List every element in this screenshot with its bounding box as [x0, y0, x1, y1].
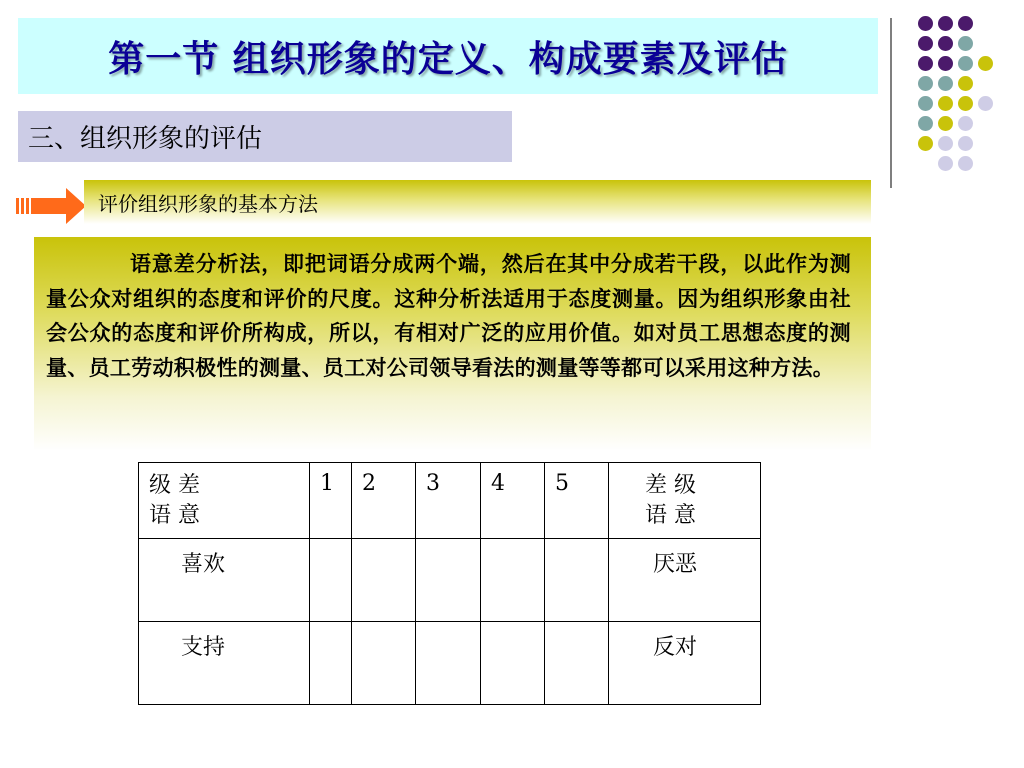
section-heading-box	[18, 111, 512, 162]
rating-cell[interactable]	[416, 622, 481, 705]
dot	[938, 76, 953, 91]
table-row	[139, 622, 761, 705]
table-header-row	[139, 463, 761, 539]
dot	[938, 156, 953, 171]
vertical-divider	[890, 18, 892, 188]
description-paragraph: 语意差分析法，即把词语分成两个端，然后在其中分成若干段，以此作为测量公众对组织的态度和评价的尺度。这种分析法适用于态度测量。因为组织形象由社会公众的态度和评价所构成，所以，有相对广泛的应用价值。如对员工思想态度的测量、员工劳动积极性的测量、员工对公司领导看法的测量等等都可以采用这种方法。	[46, 251, 851, 380]
row-right-label: 厌恶	[653, 552, 698, 577]
dot	[938, 16, 953, 31]
rating-cell[interactable]	[352, 622, 416, 705]
method-heading-bar	[84, 180, 871, 224]
header-left-line2: 语 意	[149, 503, 200, 528]
rating-cell[interactable]	[545, 539, 609, 622]
row-left-word	[139, 539, 310, 622]
rating-cell[interactable]	[352, 539, 416, 622]
title-banner	[18, 18, 878, 94]
rating-cell[interactable]	[310, 539, 352, 622]
dot	[938, 36, 953, 51]
dot	[938, 56, 953, 71]
scale-5: 5	[545, 463, 609, 539]
decorative-dot-grid	[908, 14, 1018, 164]
section-heading: 三、组织形象的评估	[28, 124, 263, 154]
method-heading: 评价组织形象的基本方法	[98, 191, 318, 216]
rating-cell[interactable]	[310, 622, 352, 705]
dot	[958, 156, 973, 171]
dot	[958, 16, 973, 31]
row-left-label: 支持	[181, 635, 226, 660]
dot	[918, 36, 933, 51]
dot	[958, 76, 973, 91]
dot	[958, 56, 973, 71]
dot	[958, 96, 973, 111]
dot	[918, 76, 933, 91]
scale-4: 4	[481, 463, 545, 539]
header-left-line1: 级 差	[149, 473, 200, 498]
dot	[918, 16, 933, 31]
rating-cell[interactable]	[481, 539, 545, 622]
header-right-cell	[609, 463, 761, 539]
dot	[918, 56, 933, 71]
dot	[918, 116, 933, 131]
scale-3: 3	[416, 463, 481, 539]
row-right-label: 反对	[653, 635, 698, 660]
dot	[978, 96, 993, 111]
header-right-line1: 差 级	[645, 473, 696, 498]
scale-2: 2	[352, 463, 416, 539]
dot	[958, 116, 973, 131]
header-right-line2: 语 意	[645, 503, 696, 528]
dot	[918, 136, 933, 151]
rating-cell[interactable]	[416, 539, 481, 622]
description-box	[34, 237, 871, 451]
header-left-cell	[139, 463, 310, 539]
orange-arrow-icon	[14, 186, 88, 226]
dot	[938, 96, 953, 111]
dot	[958, 136, 973, 151]
row-left-label: 喜欢	[181, 552, 226, 577]
row-right-word	[609, 622, 761, 705]
page-title: 第一节 组织形象的定义、构成要素及评估	[108, 37, 788, 80]
table-row	[139, 539, 761, 622]
rating-cell[interactable]	[545, 622, 609, 705]
dot	[918, 96, 933, 111]
dot	[978, 56, 993, 71]
scale-1: 1	[310, 463, 352, 539]
row-left-word	[139, 622, 310, 705]
dot	[938, 116, 953, 131]
dot	[938, 136, 953, 151]
rating-cell[interactable]	[481, 622, 545, 705]
semantic-differential-table	[138, 462, 761, 705]
dot	[958, 36, 973, 51]
row-right-word	[609, 539, 761, 622]
